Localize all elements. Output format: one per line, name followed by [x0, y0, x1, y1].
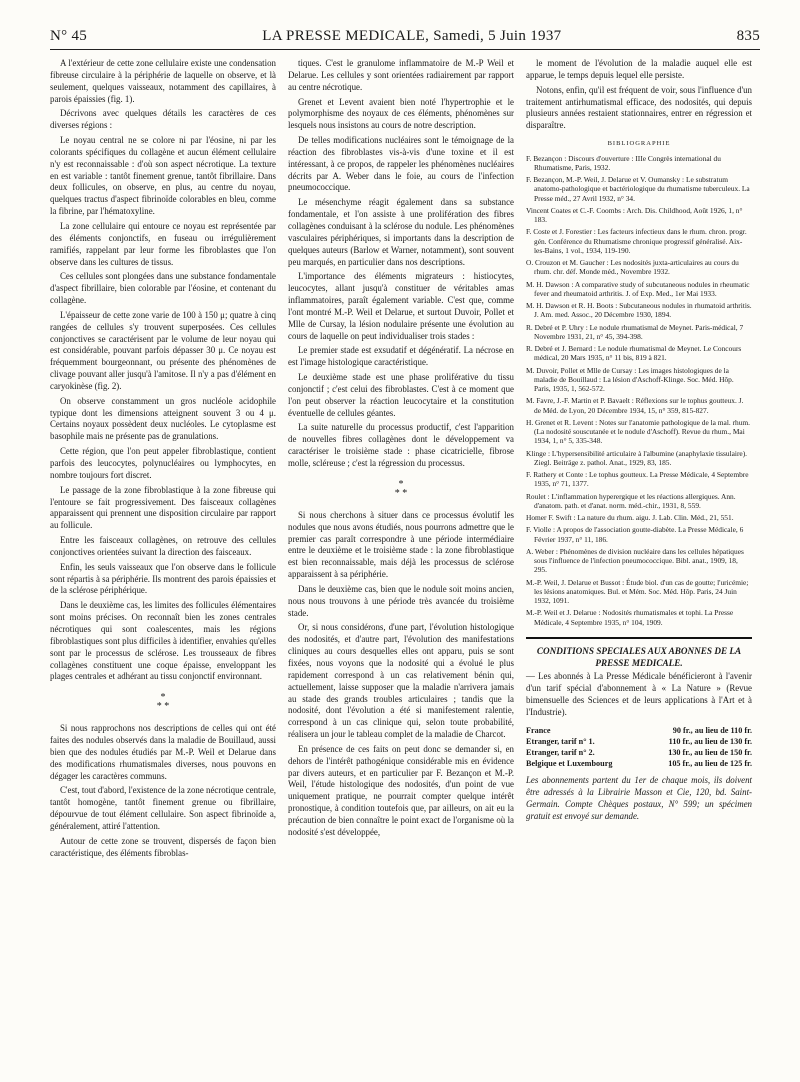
section-stars: * * *: [156, 692, 170, 713]
bibliography-list: [526, 154, 752, 627]
body-paragraph: Dans le deuxième cas, les limites des follicules élémentaires sont moins précises. On reconnaît bien les zones centrales nécrotiques qui sont coalescentes, mais les régions fibroblastiques sont plus difficiles à identifier, envahies qu'elles sont par le processus de sclérose. Les trousseaux de fibres collagènes constituent une coque épaisse, enveloppant les plages centrales et adhérant au tissu conjonctif environnant.: [50, 600, 276, 682]
subscription-box: [526, 637, 752, 822]
body-paragraph: De telles modifications nucléaires sont le témoignage de la réaction des fibroblastes vis-à-vis d'une toxine et il est intéressant, à ce propos, de rappeler les phénomènes nucléaires décrits par A. Weber dans le foie, au cours de l'infection pneumococcique.: [288, 135, 514, 193]
bibliography-entry: M.-P. Weil et J. Delarue : Nodosités rhumatismales et tophi. La Presse Médicale, 4 Septembre 1935, n° 104, 1909.: [526, 608, 734, 627]
bibliography-entry: M. H. Dawson : A comparative study of subcutaneous nodules in rheumatic fever and rheumatoid arthritis. J. of Exp. Med., 1er Mai 1933.: [526, 279, 750, 298]
tariff-value: 110 fr., au lieu de 130 fr.: [668, 736, 752, 746]
bibliography-entry: A. Weber : Phénomènes de division nucléaire dans les cellules hépatiques sous l'influence de l'infection pneumococcique. Bibl. anat., 1909, 18, 295.: [526, 546, 744, 575]
tariff-value: 130 fr., au lieu de 150 fr.: [668, 747, 752, 757]
body-paragraph: Le noyau central ne se colore ni par l'éosine, ni par les colorants spécifiques du collagène et aucun élément cellulaire n'y est reconnaissable : d'où son aspect nécrotique. La texture en est variable : tantôt finement grenue, tantôt fibrillaire. Dans deux follicules, on observe, en plus, au centre du noyau, quelques tractus d'aspect fibrinoïde colorables en bleu, comme la fibrine, par l'hématoxyline.: [50, 135, 276, 217]
body-paragraph: tiques. C'est le granulome inflammatoire de M.-P Weil et Delarue. Les cellules y sont orientées radiairement par rapport au centre nécrotique.: [288, 58, 514, 92]
body-paragraph: L'épaisseur de cette zone varie de 100 à 150 μ; quatre à cinq rangées de cellules s'y trouvent superposées. Ces cellules conjonctives se caractérisent par le volume de leur noyau qui est considérable, pouvant parfois dépasser 30 μ. Ce noyau est fréquemment bourgeonnant, ou présente des phénomènes de clivage pouvant aller jusqu'à l'amitose. Il n'y a pas d'élément en caryokinèse (fig. 2).: [50, 309, 276, 391]
body-paragraph: C'est, tout d'abord, l'existence de la zone nécrotique centrale, tantôt homogène, tantôt finement grenue ou fibrillaire, dépourvue de tout élément cellulaire. Son aspect fibrinoïde a, généralement, attiré l'attention.: [50, 785, 276, 831]
column-3: [526, 58, 752, 862]
body-paragraph: le moment de l'évolution de la maladie auquel elle est apparue, le temps depuis lequel elle persiste.: [526, 58, 752, 80]
body-paragraph: Enfin, les seuls vaisseaux que l'on observe dans le follicule sont répartis à sa périphérie. Ils montrent des parois épaissies et de la sclérose périphérique.: [50, 561, 276, 596]
tariff-row: [526, 747, 752, 758]
tariff-row: [526, 736, 752, 747]
bibliography-entry: R. Debré et P. Uhry : Le nodule rhumatismal de Meynet. Paris-médical, 7 Novembre 1931, 21, n° 45, 394-398.: [526, 322, 744, 341]
body-paragraph: A l'extérieur de cette zone cellulaire existe une condensation fibreuse circulaire à la périphérie de laquelle on observe, et là seulement, quelques vaisseaux, notamment des capillaires, à parois épaissies (fig. 1).: [50, 58, 276, 104]
columns: [50, 58, 760, 862]
body-paragraph: Entre les faisceaux collagènes, on retrouve des cellules conjonctives orientées suivant la direction des faisceaux.: [50, 535, 276, 557]
bibliography-entry: O. Crouzon et M. Gaucher : Les nodosités juxta-articulaires au cours du rhum. chr. déf. Monde méd., Novembre 1932.: [526, 258, 739, 277]
bibliography-entry: Klinge : L'hypersensibilité articulaire à l'albumine (anaphylaxie tissulaire). Ziegl. Beiträge z. pathol. Anat., 1929, 83, 185.: [526, 448, 748, 467]
journal-title: LA PRESSE MEDICALE, Samedi, 5 Juin 1937: [262, 28, 562, 44]
body-paragraph: La suite naturelle du processus productif, c'est l'apparition de nouvelles fibres collagènes dont le développement va caractériser le troisième stade : phase cicatricielle, fibrose molle, scléreuse ; c'est la régression du processus.: [288, 422, 514, 468]
body-paragraph: Le deuxième stade est une phase proliférative du tissu conjonctif ; c'est celui des fibroblastes. C'est à ce moment que l'on peut observer la réaction leucocytaire et la constitution éventuelle de cellules géantes.: [288, 372, 514, 418]
bibliography-entry: F. Violle : A propos de l'association goutte-diabète. La Presse Médicale, 6 Février 1937, n° 11, 186.: [526, 525, 744, 544]
body-paragraph: L'importance des éléments migrateurs : histiocytes, leucocytes, allant jusqu'à constituer de véritables amas inflammatoires, paraît également variable. C'est que, comme l'ont montré M.-P. Weil et Delarue, et surtout Duvoir, Pollet et Mlle de Cursay, la lésion nodulaire présente une évolution au cours de laquelle on peut individualiser trois stades :: [288, 271, 514, 341]
bibliography-entry: F. Bezançon : Discours d'ouverture : IIIe Congrès international du Rhumatisme, Paris, 1932.: [526, 153, 721, 172]
page-header: [50, 28, 760, 50]
tariff-value: 105 fr., au lieu de 125 fr.: [668, 758, 752, 768]
body-paragraph: Le passage de la zone fibroblastique à la zone fibreuse qui l'entoure se fait progressivement. Des faisceaux collagènes apparaissent qui prennent une disposition circulaire par rapport au follicule.: [50, 484, 276, 531]
tariff-label: Belgique et Luxembourg: [526, 758, 613, 768]
bibliography-entry: H. Grenet et R. Levent : Notes sur l'anatomie pathologique de la mal. rhum. (La nodosité souscutanée et le nodule d'Aschoff). Revue du rhum., Mai 1934, 1, n° 5, 335-348.: [526, 417, 751, 446]
tariff-value: 90 fr., au lieu de 110 fr.: [672, 725, 752, 735]
bibliography-entry: Roulet : L'inflammation hyperergique et les réactions allergiques. Ann. d'anatom. path. et d'anat. norm. méd.-chir., 1931, 8, 559.: [526, 491, 736, 510]
bibliography-entry: M.-P. Weil, J. Delarue et Bussot : Étude biol. d'un cas de goutte; l'uricémie; les lésions anatomiques. Bul. et Mém. Soc. Méd. Hôp. Paris, 24 Juin 1932, 1091.: [526, 577, 749, 606]
body-paragraph: Grenet et Levent avaient bien noté l'hypertrophie et le polymorphisme des noyaux de ces éléments, phénomènes sur lesquels nous insistons au cours de notre description.: [288, 96, 514, 131]
body-paragraph: On observe constamment un gros nucléole acidophile typique dont les dimensions atteignent souvent 3 ou 4 μ. Certains noyaux possèdent deux nucléoles. Le cytoplasme est basophile mais ne présente pas de granulations.: [50, 395, 276, 442]
section-stars: * * *: [394, 478, 408, 499]
bibliography-entry: R. Debré et J. Bernard : Le nodule rhumatismal de Meynet. Le Concours médical, 20 Mars 1935, n° 11 bis, 819 à 821.: [526, 344, 742, 363]
bibliography-entry: M. H. Dawson et R. H. Boots : Subcutaneous nodules in rhumatoid arthritis. J. Am. med. Assoc., 20 Décembre 1930, 1894.: [526, 301, 752, 320]
bibliography-entry: Homer F. Swift : La nature du rhum. aigu. J. Lab. Clin. Méd., 21, 551.: [526, 513, 734, 523]
body-paragraph: Or, si nous considérons, d'une part, l'évolution histologique des nodosités, et d'autre part, l'évolution des manifestations cliniques au cours desquelles elles ont apparu, puis se sont fixées, nous voyons que la nodosité qui a évolué le plus rapidement correspond à un cas relativement bénin qui, actuellement, laisse supposer que la maladie n'arrivera jamais au stade des grands troubles articulaires ; tandis que la nodosité, dont l'évolution a été si manifestement ralentie, correspond à un cas clinique qui, selon toute probabilité, réalisera un jour le tableau complet de la maladie de Charcot.: [288, 622, 514, 740]
subscription-title: CONDITIONS SPECIALES AUX ABONNES DE LA PRESSE MEDICALE.: [536, 645, 742, 669]
body-paragraph: Décrivons avec quelques détails les caractères de ces diverses régions :: [50, 108, 276, 131]
bibliography-entry: M. Favre, J.-F. Martin et P. Bavaelt : Réflexions sur le tophus goutteux. J. de Méd. de Lyon, 20 Décembre 1934, 15, n° 359, 815-827.: [526, 396, 744, 415]
tariff-table: [526, 725, 752, 769]
issue-number: N° 45: [50, 28, 88, 44]
body-paragraph: Dans le deuxième cas, bien que le nodule soit moins ancien, nous nous trouvons à une période très avancée du troisième stade.: [288, 583, 514, 618]
bibliography-entry: F. Coste et J. Forestier : Les facteurs infectieux dans le rhum. chron. progr. gén. Conférence du Rhumatisme chronique progressif généralisé. Aix-les-Bains, 1 vol., 1934, 119-190.: [526, 227, 747, 255]
body-paragraph: Le mésenchyme réagit également dans sa substance fondamentale, et l'on assiste à une prolifération des fibres collagènes conduisant à la sclérose du nodule. Les phénomènes vasculaires périphériques, si importants dans la description de quelques auteurs (Barlow et Warner, notamment), sont souvent peu marqués, en particulier dans nos descriptions.: [288, 197, 514, 267]
body-paragraph: Le premier stade est exsudatif et dégénératif. La nécrose en est l'image histologique caractéristique.: [288, 345, 514, 368]
body-paragraph: En présence de ces faits on peut donc se demander si, en dehors de l'intérêt pathogénique considérable mis en évidence par divers auteurs, et en particulier par F. Bezançon et M.-P. Weil, l'étude histologique des nodosités, d'un point de vue uniquement pratique, ne pourrait compter quelque intérêt pronostique, à condition toutefois que, par ailleurs, on ait eu la précaution de bien connaître le point exact de l'organisme où la nodosité s'est développée,: [288, 743, 514, 837]
tariff-row: [526, 758, 752, 769]
tariff-label: France: [526, 725, 551, 735]
body-paragraph: Autour de cette zone se trouvent, dispersés de façon bien caractéristique, des éléments fibroblas-: [50, 835, 276, 858]
body-paragraph: Ces cellules sont plongées dans une substance fondamentale d'aspect fibrillaire, bien colorable par l'éosine, et contenant du collagène.: [50, 271, 276, 306]
body-paragraph: Si nous cherchons à situer dans ce processus évolutif les nodules que nous avons étudiés, nous pourrons admettre que le premier cas paraît correspondre à une période intermédiaire entre le deuxième et le troisième stade : la zone fibroblastique est bien reconnaissable, mais déjà les processus de sclérose apparaissent à sa périphérie.: [288, 509, 514, 580]
bibliography-entry: F. Rathery et Conte : Le tophus goutteux. La Presse Médicale, 4 Septembre 1935, n° 71, 1377.: [526, 470, 749, 489]
body-paragraph: La zone cellulaire qui entoure ce noyau est représentée par des éléments conjonctifs, en fuseau ou irrégulièrement ramifiés, rappelant par leur forme les fibroblastes que l'on observe dans les cultures de tissus.: [50, 220, 276, 267]
bibliography-entry: Vincent Coates et C.-F. Coombs : Arch. Dis. Childhood, Août 1926, 1, n° 183.: [526, 205, 743, 225]
body-paragraph: Notons, enfin, qu'il est fréquent de voir, sous l'influence d'un traitement antirhumatismal efficace, des nodosités, qui depuis plusieurs années restaient stationnaires, entrer en régression et disparaître.: [526, 84, 752, 131]
tariff-label: Etranger, tarif n° 2.: [526, 747, 595, 757]
bibliography-entry: F. Bezançon, M.-P. Weil, J. Delarue et V. Oumansky : Le substratum anatomo-pathologique et bactériologique du rhumatisme tuberculeux. La Presse méd., 27 Avril 1932, n° 34.: [526, 175, 750, 203]
column-2: [288, 58, 514, 862]
tariff-row: [526, 725, 752, 736]
body-paragraph: Si nous rapprochons nos descriptions de celles qui ont été faites des nodules observés dans la maladie de Bouillaud, aussi bien que des nodules étudiés par M.-P. Weil et Delarue dans des modifications rhumatismales diverses, nous pouvons en dégager les caractères communs.: [50, 723, 276, 781]
subscription-intro: — Les abonnés à La Presse Médicale bénéficieront à l'avenir d'un tarif spécial d'abonnement à « La Nature » (Revue bimensuelle des Sciences et de leurs applications à l'Art et à l'Industrie).: [526, 671, 752, 717]
tariff-label: Etranger, tarif n° 1.: [526, 736, 595, 746]
subscription-footer: Les abonnements partent du 1er de chaque mois, ils doivent être adressés à la Librairie Masson et Cie, 120, bd. Saint-Germain. Compte Chèques postaux, N° 599; un spécimen gratuit est envoyé sur demande.: [526, 775, 752, 821]
bibliography-entry: M. Duvoir, Pollet et Mlle de Cursay : Les images histologiques de la maladie de Bouillaud : La lésion d'Aschoff-Klinge. Soc. Méd. Hôp. Paris, 1935, 1, 562-572.: [526, 365, 734, 394]
page-number: 835: [736, 28, 760, 44]
bibliography-title: BIBLIOGRAPHIE: [607, 140, 671, 148]
column-1: [50, 58, 276, 862]
body-paragraph: Cette région, que l'on peut appeler fibroblastique, contient parfois des leucocytes, polynucléaires ou lymphocytes, en nombre toujours fort discret.: [50, 446, 276, 480]
